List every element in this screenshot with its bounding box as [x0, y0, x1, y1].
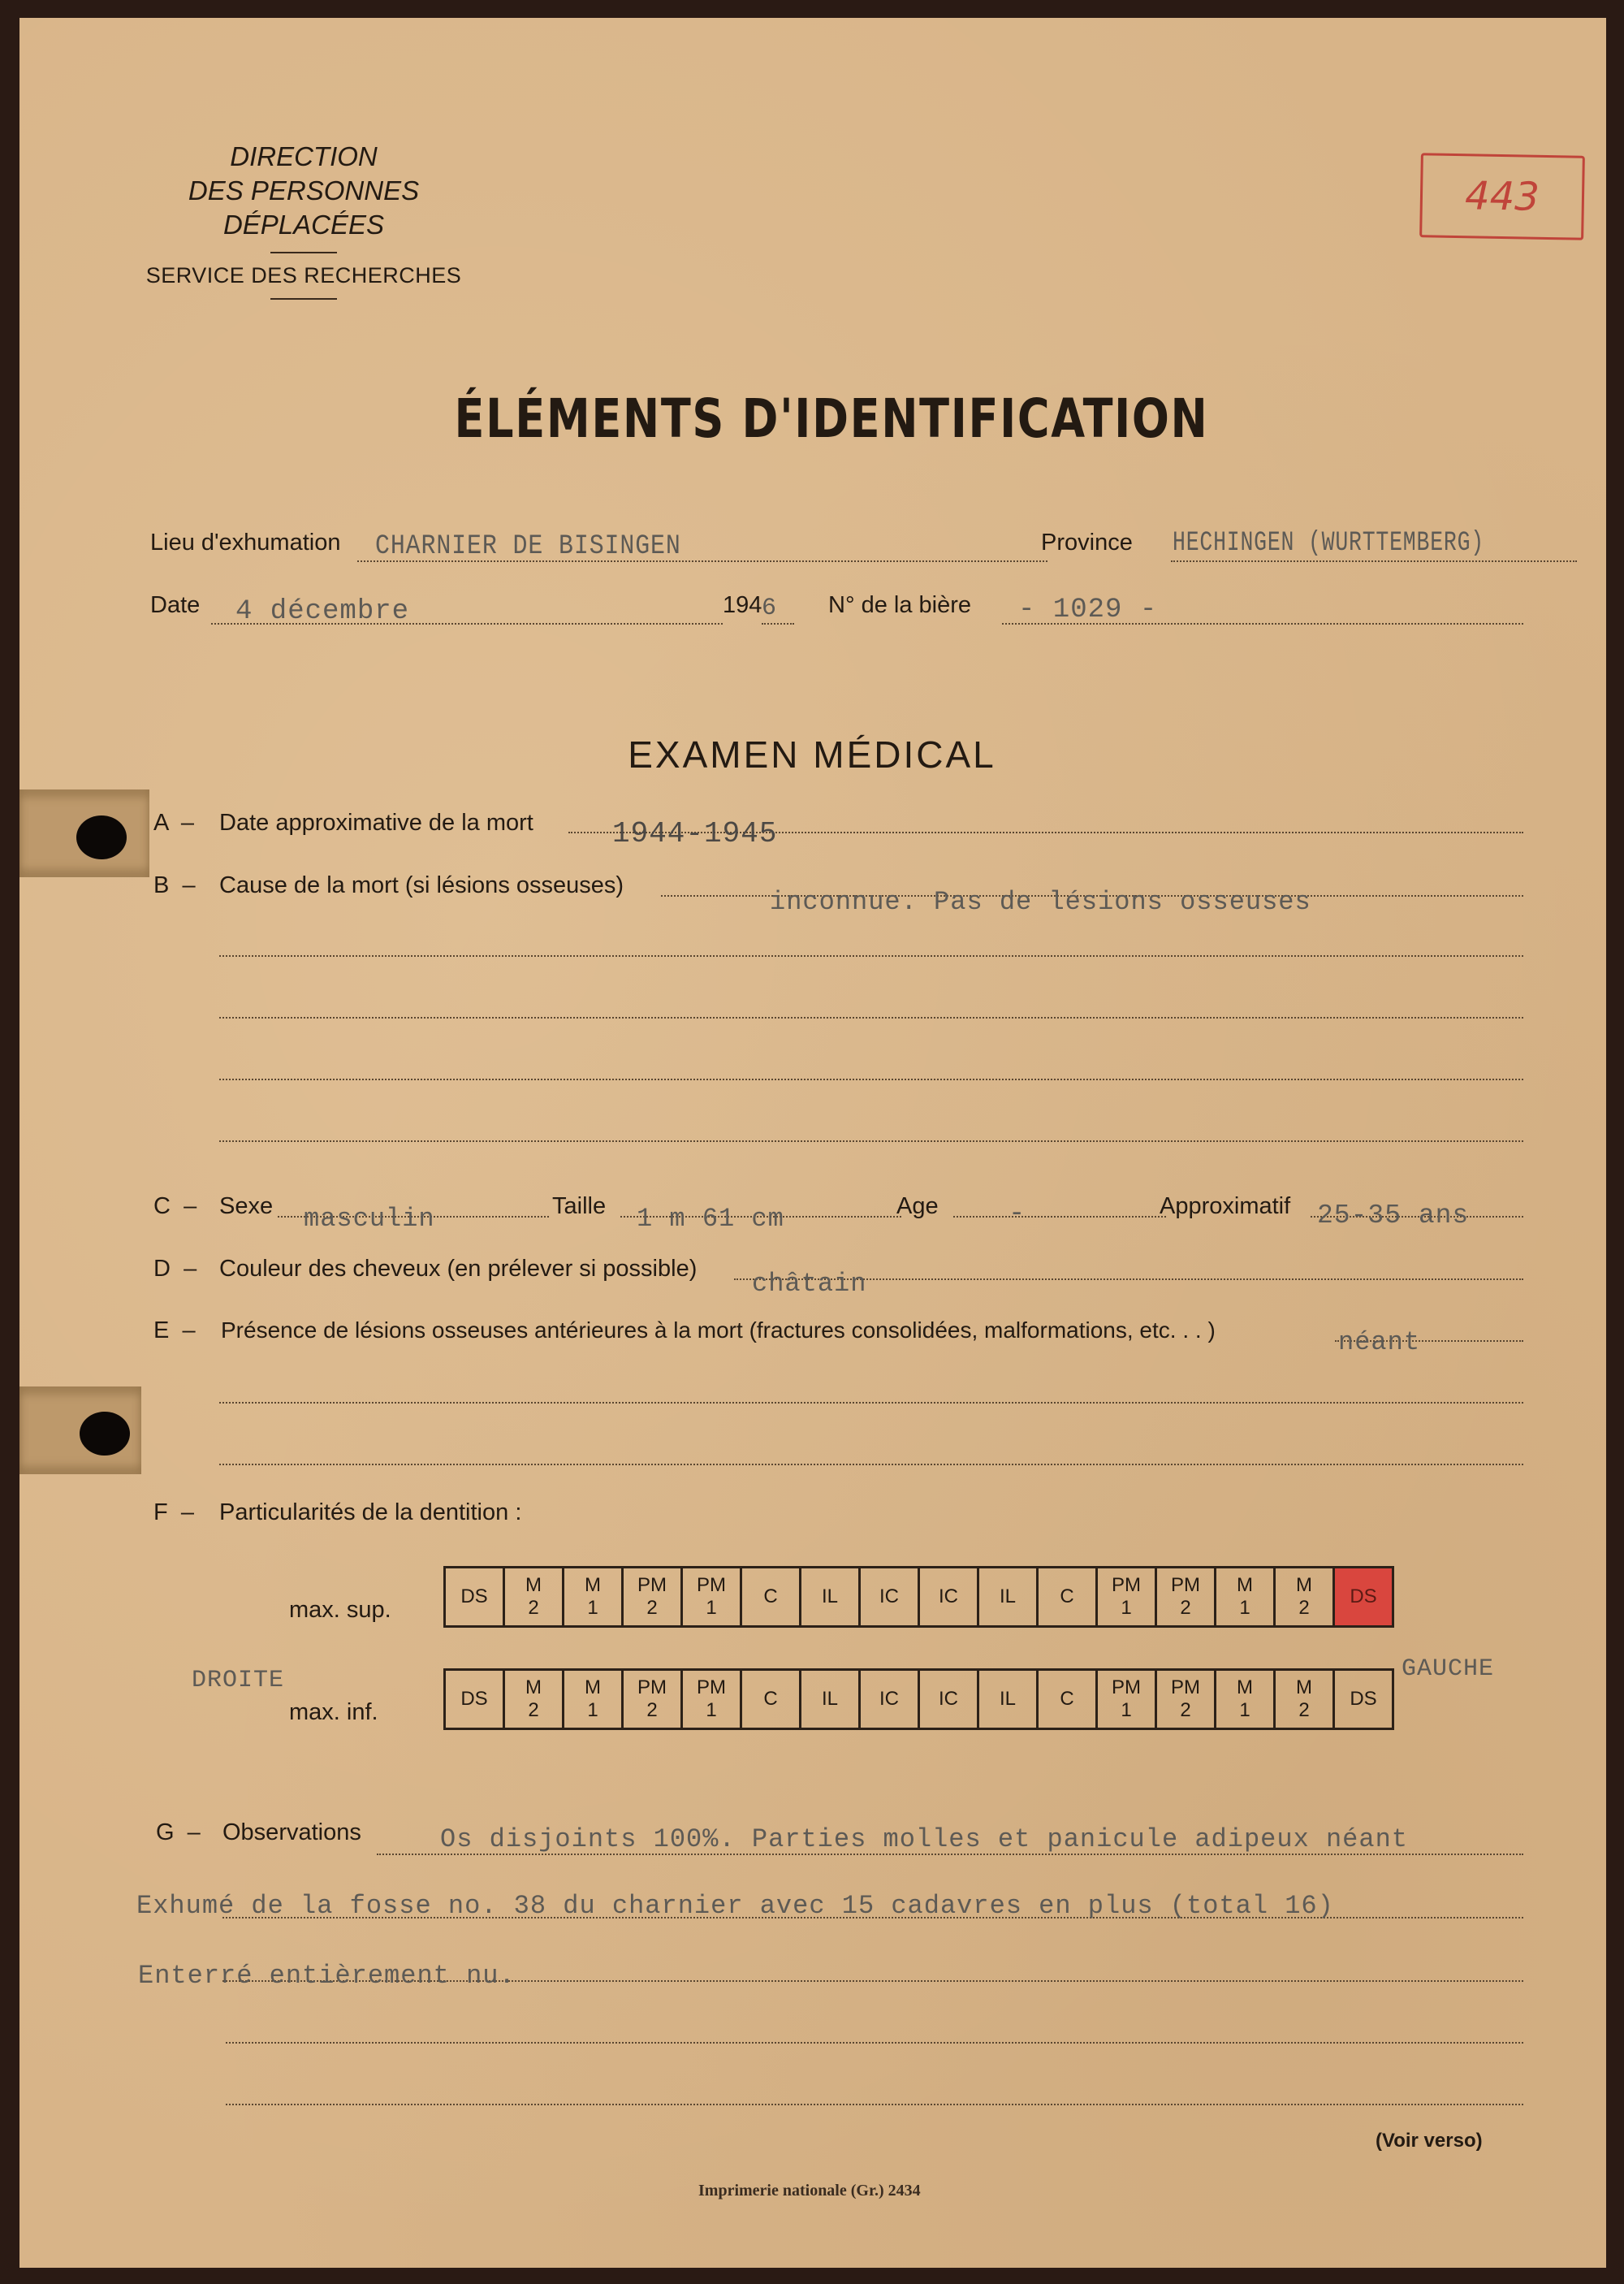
header-service: SERVICE DES RECHERCHES — [145, 263, 462, 288]
upper-tooth-11 — [1038, 1568, 1097, 1627]
upper-tooth-code: IL — [999, 1585, 1016, 1607]
header-divider-top — [270, 252, 337, 253]
lower-tooth-12 — [1097, 1670, 1156, 1729]
upper-tooth-6 — [741, 1568, 801, 1627]
item-a-letter: A – — [153, 810, 194, 836]
item-e-dotted-line-3 — [219, 1464, 1523, 1465]
lower-tooth-code: M — [525, 1676, 542, 1698]
item-a-value: 1944-1945 — [612, 817, 778, 850]
biere-value: - 1029 - — [1018, 595, 1158, 625]
lower-tooth-1 — [445, 1670, 504, 1729]
upper-tooth-number: 1 — [1239, 1597, 1250, 1619]
lower-tooth-number: 2 — [1298, 1699, 1310, 1721]
lower-tooth-code: C — [1060, 1688, 1074, 1710]
lower-tooth-code: M — [1296, 1676, 1312, 1698]
document-sheet — [19, 18, 1606, 2268]
lower-tooth-14 — [1216, 1670, 1275, 1729]
upper-tooth-number: 2 — [1298, 1597, 1310, 1619]
item-b-dotted-line-4 — [219, 1079, 1523, 1080]
date-value: 4 décembre — [235, 596, 410, 627]
upper-tooth-code: IC — [939, 1585, 958, 1607]
lower-tooth-code: PM — [697, 1676, 726, 1698]
upper-tooth-code: DS — [460, 1585, 488, 1607]
province-value: HECHINGEN (WURTTEMBERG) — [1173, 528, 1484, 559]
item-b-label: Cause de la mort (si lésions osseuses) — [219, 872, 624, 898]
droite-label: DROITE — [192, 1667, 285, 1694]
lower-tooth-15 — [1275, 1670, 1334, 1729]
upper-tooth-number: 2 — [1180, 1597, 1191, 1619]
lower-tooth-4 — [623, 1670, 682, 1729]
item-e-value: néant — [1338, 1327, 1421, 1357]
upper-tooth-13 — [1156, 1568, 1216, 1627]
item-e-label: Présence de lésions osseuses antérieures à la mort (fractures consolidées, malformations, etc. . . ) — [221, 1317, 1216, 1343]
lower-tooth-10 — [978, 1670, 1038, 1729]
upper-tooth-code: IC — [879, 1585, 899, 1607]
upper-tooth-code: M — [1237, 1574, 1253, 1596]
lower-tooth-code: M — [1237, 1676, 1253, 1698]
age-label: Age — [896, 1193, 939, 1219]
lower-tooth-number: 1 — [1239, 1699, 1250, 1721]
upper-tooth-12 — [1097, 1568, 1156, 1627]
lower-tooth-code: DS — [1350, 1688, 1377, 1710]
lower-tooth-8 — [860, 1670, 919, 1729]
lower-tooth-code: IL — [821, 1688, 838, 1710]
lower-tooth-16 — [1334, 1670, 1393, 1729]
upper-tooth-9 — [919, 1568, 978, 1627]
biere-label: N° de la bière — [828, 592, 972, 618]
item-g-dotted-line-4 — [226, 2042, 1523, 2044]
age-dotted-line — [953, 1216, 1166, 1218]
dentition-lower-chart — [443, 1668, 1394, 1730]
upper-tooth-code: C — [1060, 1585, 1074, 1607]
item-g-letter: G – — [156, 1819, 201, 1845]
item-f-letter: F – — [153, 1499, 194, 1525]
lower-tooth-code: DS — [460, 1688, 488, 1710]
max-sup-label: max. sup. — [289, 1597, 391, 1623]
lower-tooth-number: 2 — [1180, 1699, 1191, 1721]
upper-tooth-3 — [564, 1568, 623, 1627]
item-b-dotted-line-5 — [219, 1140, 1523, 1142]
observation-line-1: Os disjoints 100%. Parties molles et panicule adipeux néant — [440, 1824, 1408, 1854]
gauche-label: GAUCHE — [1402, 1655, 1495, 1683]
lower-tooth-code: PM — [1112, 1676, 1141, 1698]
lower-tooth-9 — [919, 1670, 978, 1729]
item-b-value: inconnue. Pas de lésions osseuses — [770, 887, 1311, 917]
date-label: Date — [150, 592, 201, 618]
item-e-letter: E – — [153, 1317, 196, 1343]
upper-tooth-16 — [1334, 1568, 1393, 1627]
upper-tooth-5 — [682, 1568, 741, 1627]
lower-tooth-code: PM — [1171, 1676, 1200, 1698]
page-title: ÉLÉMENTS D'IDENTIFICATION — [454, 387, 1209, 450]
item-g-label: Observations — [222, 1819, 361, 1845]
section-title: EXAMEN MÉDICAL — [628, 733, 996, 776]
lower-tooth-number: 1 — [587, 1699, 598, 1721]
max-inf-label: max. inf. — [289, 1699, 378, 1725]
lower-tooth-code: IC — [879, 1688, 899, 1710]
upper-tooth-15 — [1275, 1568, 1334, 1627]
sexe-label: Sexe — [219, 1193, 274, 1219]
item-b-letter: B – — [153, 872, 196, 898]
province-dotted-line — [1171, 560, 1577, 562]
lower-tooth-number: 1 — [1121, 1699, 1132, 1721]
item-d-letter: D – — [153, 1256, 197, 1282]
upper-tooth-number: 2 — [646, 1597, 658, 1619]
printer-footer: Imprimerie nationale (Gr.) 2434 — [698, 2182, 921, 2200]
observation-line-3: Enterré entièrement nu. — [138, 1961, 516, 1991]
header-direction: DIRECTION — [230, 141, 378, 171]
upper-tooth-10 — [978, 1568, 1038, 1627]
lower-tooth-code: IC — [939, 1688, 958, 1710]
taille-label: Taille — [552, 1193, 607, 1219]
dentition-upper-chart — [443, 1566, 1394, 1628]
item-b-dotted-line-3 — [219, 1017, 1523, 1019]
lower-tooth-code: IL — [999, 1688, 1016, 1710]
upper-tooth-number: 2 — [528, 1597, 539, 1619]
upper-tooth-code: PM — [1171, 1574, 1200, 1596]
upper-tooth-code: PM — [1112, 1574, 1141, 1596]
approximatif-value: 25-35 ans — [1317, 1200, 1470, 1231]
upper-tooth-code: PM — [637, 1574, 667, 1596]
lower-tooth-number: 2 — [646, 1699, 658, 1721]
upper-tooth-number: 1 — [587, 1597, 598, 1619]
lower-tooth-code: C — [763, 1688, 778, 1710]
upper-tooth-number: 1 — [706, 1597, 717, 1619]
approximatif-label: Approximatif — [1160, 1193, 1291, 1219]
upper-tooth-number: 1 — [1121, 1597, 1132, 1619]
province-label: Province — [1041, 530, 1133, 556]
lower-tooth-7 — [801, 1670, 860, 1729]
lower-tooth-number: 2 — [528, 1699, 539, 1721]
upper-tooth-code: PM — [697, 1574, 726, 1596]
item-g-dotted-line-5 — [226, 2104, 1523, 2105]
item-b-dotted-line-2 — [219, 955, 1523, 957]
binder-hole-top — [76, 815, 127, 859]
item-c-letter: C – — [153, 1193, 197, 1219]
year-value: 6 — [762, 595, 778, 622]
header-block — [137, 140, 470, 309]
lower-tooth-code: PM — [637, 1676, 667, 1698]
upper-tooth-7 — [801, 1568, 860, 1627]
lower-tooth-3 — [564, 1670, 623, 1729]
observation-line-2: Exhumé de la fosse no. 38 du charnier avec 15 cadavres en plus (total 16) — [136, 1891, 1334, 1921]
lieu-value: CHARNIER DE BISINGEN — [375, 531, 681, 562]
age-value: - — [1009, 1199, 1026, 1230]
upper-tooth-14 — [1216, 1568, 1275, 1627]
header-department: DES PERSONNES DÉPLACÉES — [188, 175, 420, 240]
year-dotted-line — [762, 623, 794, 625]
upper-tooth-2 — [504, 1568, 564, 1627]
item-d-value: châtain — [752, 1269, 867, 1299]
upper-tooth-8 — [860, 1568, 919, 1627]
upper-tooth-code: IL — [821, 1585, 838, 1607]
item-d-label: Couleur des cheveux (en prélever si possible) — [219, 1256, 698, 1282]
lower-tooth-6 — [741, 1670, 801, 1729]
taille-value: 1 m 61 cm — [637, 1204, 784, 1234]
upper-tooth-4 — [623, 1568, 682, 1627]
upper-tooth-1 — [445, 1568, 504, 1627]
item-f-label: Particularités de la dentition : — [219, 1499, 522, 1525]
lower-tooth-number: 1 — [706, 1699, 717, 1721]
binder-hole-bottom — [80, 1412, 130, 1456]
voir-verso-note: (Voir verso) — [1376, 2130, 1483, 2152]
upper-tooth-code: DS — [1350, 1585, 1377, 1607]
upper-tooth-code: M — [1296, 1574, 1312, 1596]
upper-tooth-code: M — [525, 1574, 542, 1596]
file-number-stamp: 443 — [1419, 153, 1585, 240]
lower-tooth-code: M — [585, 1676, 601, 1698]
lower-tooth-11 — [1038, 1670, 1097, 1729]
lower-tooth-13 — [1156, 1670, 1216, 1729]
lower-tooth-5 — [682, 1670, 741, 1729]
lieu-label: Lieu d'exhumation — [150, 530, 341, 556]
item-a-label: Date approximative de la mort — [219, 810, 533, 836]
lower-tooth-2 — [504, 1670, 564, 1729]
item-e-dotted-line-2 — [219, 1402, 1523, 1404]
header-divider-bottom — [270, 298, 337, 300]
upper-tooth-code: M — [585, 1574, 601, 1596]
upper-tooth-code: C — [763, 1585, 778, 1607]
year-label: 194 — [723, 592, 762, 618]
sexe-value: masculin — [304, 1204, 435, 1234]
